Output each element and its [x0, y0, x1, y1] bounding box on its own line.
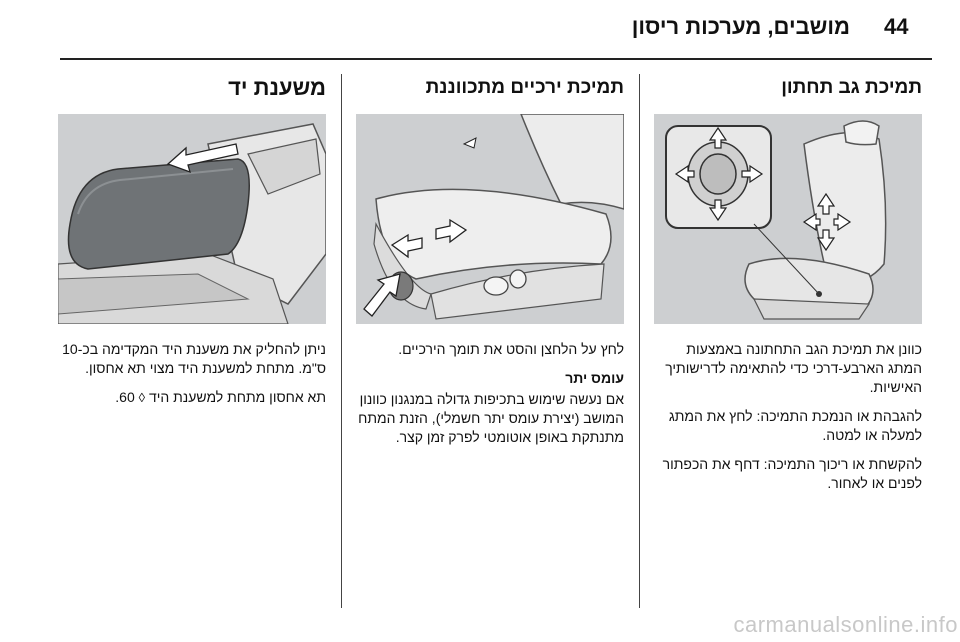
armrest-paragraph-1: ניתן להחליק את משענת היד המקדימה בכ-10 ס"מ. מתחת למשענת היד מצוי תא אחסון.	[62, 341, 326, 376]
lumbar-paragraph-3: להקשחת או ריכוך התמיכה: דחף את הכפתור לפנים או לאחור.	[662, 456, 922, 491]
column-lumbar-support	[654, 76, 922, 503]
thigh-paragraph-1: לחץ על הלחצן והסט את תומך הירכיים.	[398, 341, 624, 357]
lumbar-support-seat-illustration	[654, 114, 922, 324]
column-divider-right	[639, 74, 640, 608]
column-armrest	[58, 76, 326, 417]
header-divider	[60, 58, 932, 60]
column-thigh-support	[356, 76, 624, 457]
thigh-support-seat-illustration	[356, 114, 624, 324]
lumbar-paragraph-2: להגבהת או הנמכת התמיכה: לחץ את המתג למעלה או למטה.	[668, 408, 922, 443]
column-divider-left	[341, 74, 342, 608]
page-number: 44	[884, 14, 909, 39]
seat-lumbar-drawing	[654, 114, 922, 324]
armrest-storage-note	[58, 388, 326, 407]
armrest-heading: משענת יד	[228, 75, 326, 100]
armrest-illustration	[58, 114, 326, 324]
page-reference-icon: ◊	[138, 390, 146, 405]
overload-subheading: עומס יתר	[565, 370, 624, 386]
lumbar-support-heading: תמיכת גב תחתון	[781, 77, 922, 98]
watermark: carmanualsonline.info	[733, 612, 958, 637]
thigh-support-heading: תמיכת ירכיים מתכווננת	[425, 77, 624, 98]
storage-note-text: תא אחסון מתחת למשענת היד	[148, 389, 326, 405]
section-title: מושבים, מערכות ריסון	[631, 14, 850, 39]
seat-thigh-drawing	[356, 114, 624, 324]
armrest-drawing	[58, 114, 326, 324]
lumbar-paragraph-1: כוונן את תמיכת הגב התחתונה באמצעות המתג הארבע-דרכי כדי להתאימה לדרישותיך האישיות.	[665, 341, 922, 395]
storage-note-page: 60.	[115, 389, 135, 405]
overload-paragraph: אם נעשה שימוש בתכיפות גדולה במנגנון כוונון המושב (יצירת עומס יתר חשמלי), הזנת המתח מתנתקת באופן אוטומטי לפרק זמן קצר.	[358, 391, 624, 445]
